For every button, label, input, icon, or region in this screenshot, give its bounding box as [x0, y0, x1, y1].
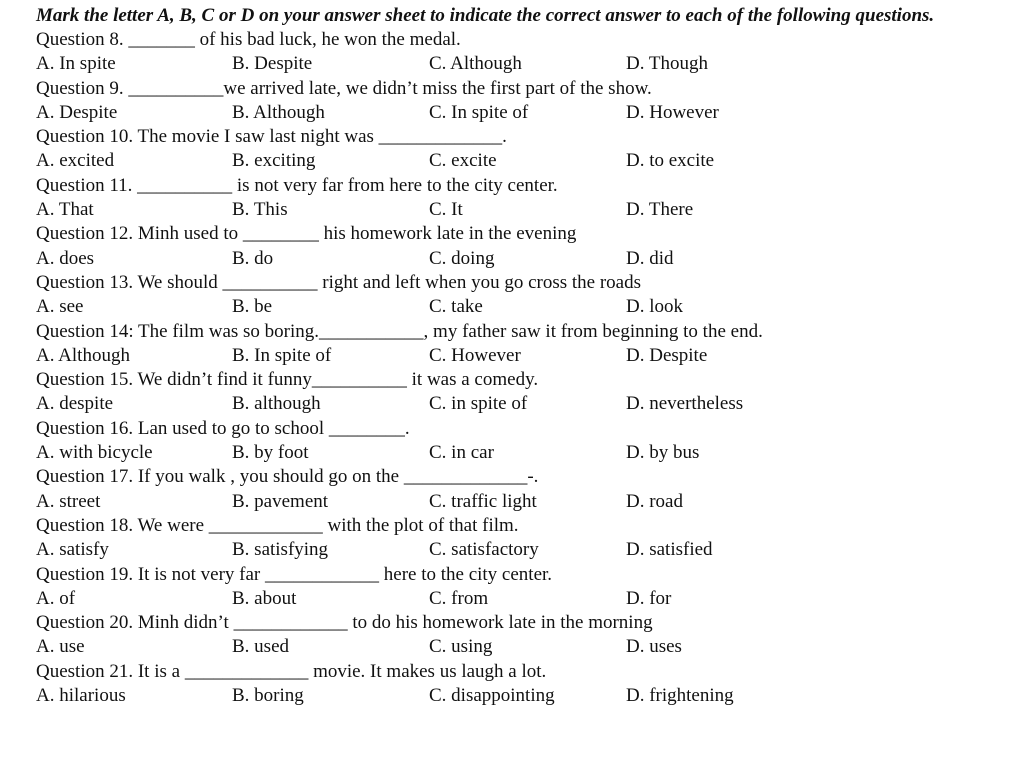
question-text: Question 12. Minh used to ________ his homework late in the evening — [36, 223, 577, 245]
answer-option-a[interactable]: A. street — [36, 490, 101, 512]
worksheet — [36, 4, 996, 708]
question-text: Question 13. We should __________ right and left when you go cross the roads — [36, 271, 641, 293]
answer-option-d[interactable]: D. satisfied — [626, 539, 713, 561]
answer-option-b[interactable]: B. Despite — [232, 53, 313, 75]
question-item — [36, 222, 996, 271]
answer-option-c[interactable]: C. in spite of — [429, 393, 528, 415]
question-text: Question 14: The film was so boring.___________, my father saw it from beginning to the end. — [36, 320, 763, 342]
question-text: Question 11. __________ is not very far from here to the city center. — [36, 174, 558, 196]
answer-option-a[interactable]: A. does — [36, 247, 95, 269]
answer-option-c[interactable]: C. traffic light — [429, 490, 537, 512]
answer-option-a[interactable]: A. satisfy — [36, 539, 109, 561]
answer-option-c[interactable]: C. disappointing — [429, 685, 555, 707]
answer-option-b[interactable]: B. satisfying — [232, 539, 329, 561]
answer-option-a[interactable]: A. use — [36, 636, 85, 658]
answer-option-a[interactable]: A. with bicycle — [36, 442, 153, 464]
answer-options — [36, 490, 996, 514]
question-text: Question 8. _______ of his bad luck, he won the medal. — [36, 29, 461, 50]
answer-options — [36, 587, 996, 611]
answer-option-c[interactable]: C. in car — [429, 442, 494, 464]
answer-option-d[interactable]: D. Despite — [626, 344, 708, 366]
answer-option-c[interactable]: C. satisfactory — [429, 539, 539, 561]
question-text: Question 9. __________we arrived late, we didn’t miss the first part of the show. — [36, 77, 652, 99]
answer-option-c[interactable]: C. take — [429, 296, 483, 318]
question-item — [36, 320, 996, 369]
answer-option-c[interactable]: C. It — [429, 199, 463, 221]
answer-options — [36, 441, 996, 465]
answer-option-c[interactable]: C. from — [429, 587, 489, 609]
answer-option-b[interactable]: B. In spite of — [232, 344, 332, 366]
answer-option-a[interactable]: A. In spite — [36, 53, 116, 75]
answer-option-d[interactable]: D. frightening — [626, 685, 734, 707]
question-item — [36, 563, 996, 612]
answer-option-d[interactable]: D. uses — [626, 636, 682, 658]
question-text: Question 15. We didn’t find it funny__________ it was a comedy. — [36, 369, 539, 391]
answer-options — [36, 538, 996, 562]
answer-option-d[interactable]: D. did — [626, 247, 674, 269]
answer-option-a[interactable]: A. That — [36, 199, 94, 221]
question-text: Question 19. It is not very far ____________ here to the city center. — [36, 563, 553, 585]
question-text: Question 17. If you walk , you should go on the _____________-. — [36, 466, 539, 488]
answer-options — [36, 635, 996, 659]
answer-option-b[interactable]: B. about — [232, 587, 297, 609]
question-item — [36, 611, 996, 660]
answer-option-c[interactable]: C. excite — [429, 150, 497, 172]
answer-option-d[interactable]: D. by bus — [626, 442, 700, 464]
question-text: Question 20. Minh didn’t ____________ to do his homework late in the morning — [36, 612, 653, 634]
question-item — [36, 28, 996, 77]
answer-option-b[interactable]: B. exciting — [232, 150, 316, 172]
instructions: Mark the letter A, B, C or D on your answer sheet to indicate the correct answer to each of the following questions. — [36, 5, 935, 26]
answer-option-a[interactable]: A. despite — [36, 393, 114, 415]
question-item — [36, 174, 996, 223]
question-item — [36, 368, 996, 417]
question-text: Question 10. The movie I saw last night was _____________. — [36, 126, 507, 148]
question-item — [36, 417, 996, 466]
answer-option-a[interactable]: A. excited — [36, 150, 115, 172]
answer-option-d[interactable]: D. There — [626, 199, 694, 221]
answer-option-a[interactable]: A. see — [36, 296, 84, 318]
answer-option-c[interactable]: C. Although — [429, 53, 522, 75]
answer-option-c[interactable]: C. doing — [429, 247, 495, 269]
answer-option-b[interactable]: B. although — [232, 393, 321, 415]
answer-option-a[interactable]: A. hilarious — [36, 685, 126, 707]
answer-option-a[interactable]: A. of — [36, 587, 76, 609]
question-text: Question 16. Lan used to go to school ________. — [36, 417, 410, 439]
question-item — [36, 125, 996, 174]
answer-option-b[interactable]: B. used — [232, 636, 289, 658]
answer-option-d[interactable]: D. Though — [626, 53, 708, 75]
answer-options — [36, 149, 996, 173]
answer-option-d[interactable]: D. nevertheless — [626, 393, 744, 415]
answer-option-c[interactable]: C. using — [429, 636, 493, 658]
answer-option-b[interactable]: B. do — [232, 247, 274, 269]
question-text: Question 21. It is a _____________ movie. It makes us laugh a lot. — [36, 660, 547, 682]
answer-options — [36, 684, 996, 708]
question-item — [36, 514, 996, 563]
question-item — [36, 465, 996, 514]
answer-option-a[interactable]: A. Although — [36, 344, 130, 366]
answer-option-a[interactable]: A. Despite — [36, 101, 118, 123]
question-item — [36, 660, 996, 709]
answer-option-b[interactable]: B. pavement — [232, 490, 329, 512]
answer-option-c[interactable]: C. However — [429, 344, 521, 366]
answer-option-d[interactable]: D. look — [626, 296, 683, 318]
answer-option-d[interactable]: D. to excite — [626, 150, 715, 172]
answer-option-b[interactable]: B. boring — [232, 685, 304, 707]
question-item — [36, 77, 996, 126]
answer-option-b[interactable]: B. by foot — [232, 442, 309, 464]
answer-options — [36, 295, 996, 319]
answer-option-b[interactable]: B. Although — [232, 101, 325, 123]
answer-options — [36, 101, 996, 125]
answer-option-d[interactable]: D. for — [626, 587, 672, 609]
answer-option-d[interactable]: D. However — [626, 101, 719, 123]
answer-option-b[interactable]: B. This — [232, 199, 288, 221]
answer-option-b[interactable]: B. be — [232, 296, 273, 318]
answer-option-c[interactable]: C. In spite of — [429, 101, 529, 123]
answer-option-d[interactable]: D. road — [626, 490, 683, 512]
answer-options — [36, 392, 996, 416]
question-item — [36, 271, 996, 320]
question-list — [36, 28, 996, 708]
answer-options — [36, 247, 996, 271]
answer-options — [36, 198, 996, 222]
answer-options — [36, 344, 996, 368]
answer-options — [36, 52, 996, 76]
question-text: Question 18. We were ____________ with the plot of that film. — [36, 514, 519, 536]
